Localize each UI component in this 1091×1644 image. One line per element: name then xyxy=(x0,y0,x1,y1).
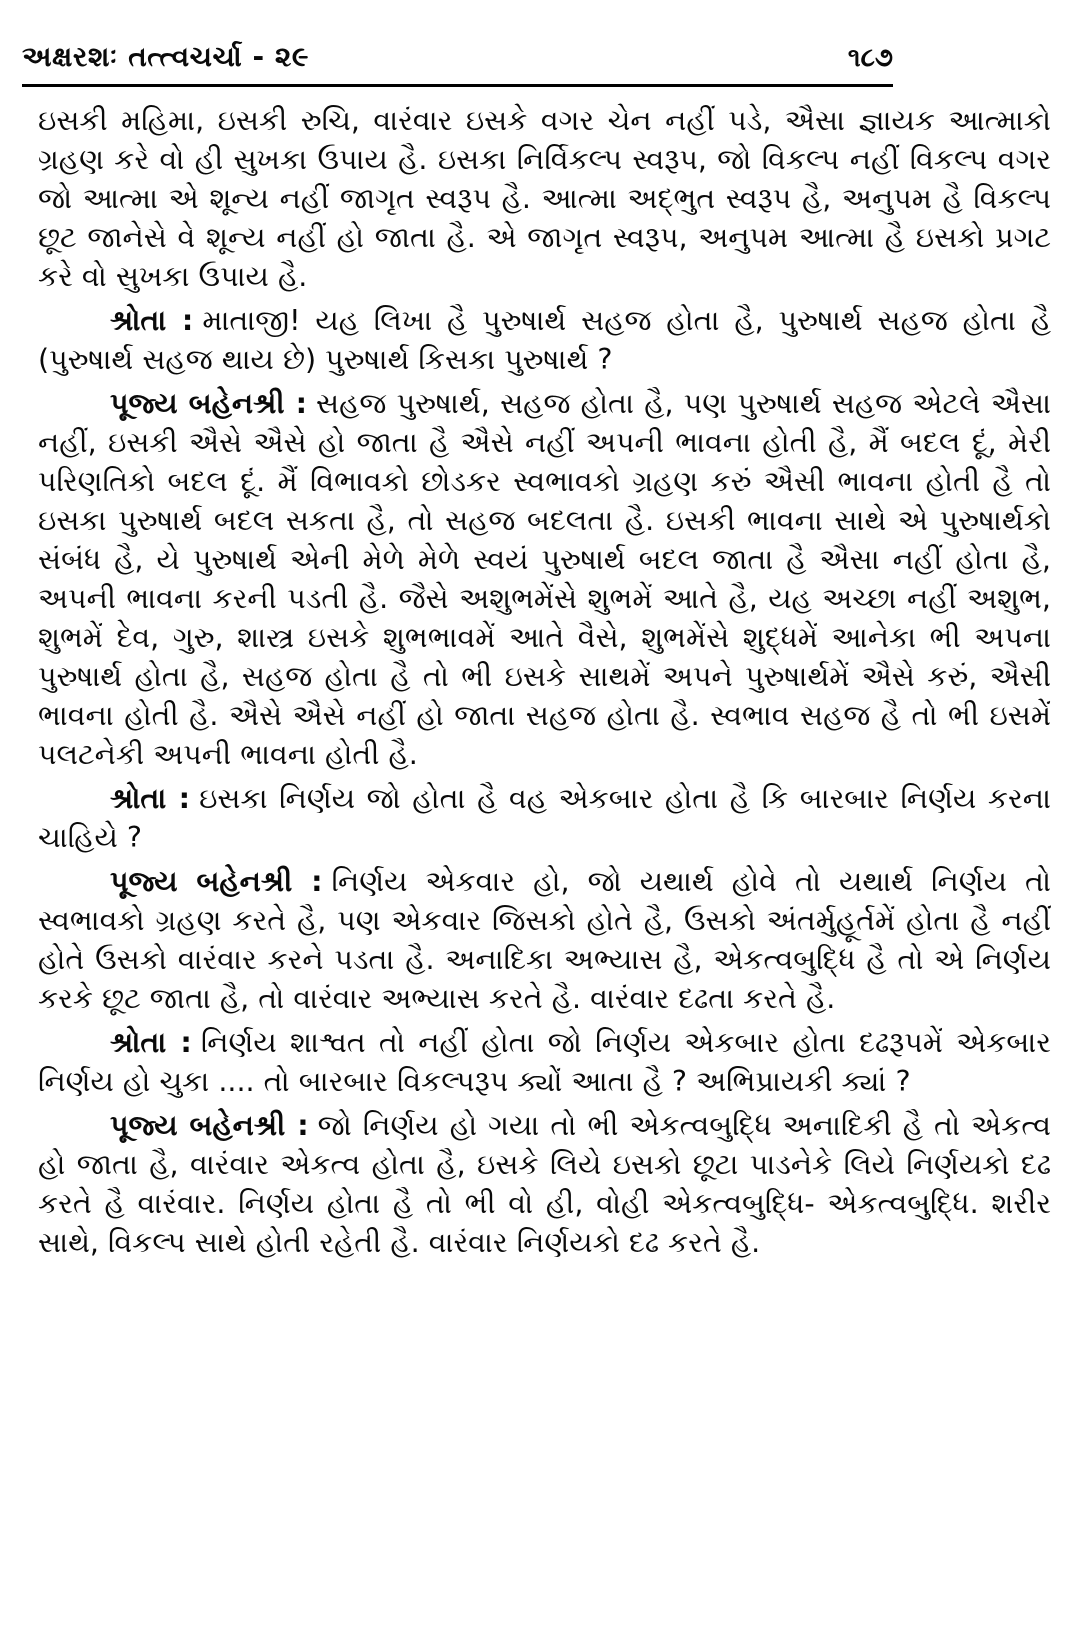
chapter-title: અક્ષરશઃ તત્ત્વચર્ચા - ૨૯ xyxy=(22,40,309,73)
page-header xyxy=(22,40,893,74)
paragraph-text: નિર્ણય એકવાર હો, જો યથાર્થ હોવે તો યથાર્થ નિર્ણય તો સ્વભાવકો ગ્રહણ કરતે હૈ, પણ એકવાર જિસકો હોતે હૈ, ઉસકો અંતર્મુહૂર્તમેં હોતા હૈ નહીં હોતે ઉસકો વારંવાર કરને પડતા હૈ. અનાદિકા અભ્યાસ હૈ, એકત્વબુદ્ધિ હૈ તો એ નિર્ણય કરકે છૂટ જાતા હૈ, તો વારંવાર અભ્યાસ કરતે હૈ. વારંવાર દઢતા કરતે હૈ. xyxy=(38,865,1051,1015)
paragraph xyxy=(38,384,1051,774)
speaker-label: પૂજ્ય બહેનશ્રી : xyxy=(110,1109,309,1142)
body-text xyxy=(38,101,1051,1262)
paragraph xyxy=(38,862,1051,1018)
header-divider xyxy=(22,84,893,87)
speaker-label: પૂજ્ય બહેનશ્રી : xyxy=(110,865,323,898)
paragraph-text: માતાજી! યહ લિખા હૈ પુરુષાર્થ સહજ હોતા હૈ, પુરુષાર્થ સહજ હોતા હૈ (પુરુષાર્થ સહજ થાય છે) પુરુષાર્થ કિસકા પુરુષાર્થ ? xyxy=(38,304,1051,376)
paragraph xyxy=(38,779,1051,857)
paragraph-text: ઇસકી મહિમા, ઇસકી રુચિ, વારંવાર ઇસકે વગર ચેન નહીં પડે, ઐસા જ્ઞાયક આત્માકો ગ્રહણ કરે વો હી સુખકા ઉપાય હૈ. ઇસકા નિર્વિકલ્પ સ્વરૂપ, જો વિકલ્પ નહીં વિકલ્પ વગર જો આત્મા એ શૂન્ય નહીં જાગૃત સ્વરૂપ હૈ. આત્મા અદ્ભુત સ્વરૂપ હૈ, અનુપમ હૈ વિકલ્પ છૂટ જાનેસે વે શૂન્ય નહીં હો જાતા હૈ. એ જાગૃત સ્વરૂપ, અનુપમ આત્મા હૈ ઇસકો પ્રગટ કરે વો સુખકા ઉપાય હૈ. xyxy=(38,104,1051,293)
speaker-label: શ્રોતા : xyxy=(110,1026,192,1059)
paragraph-text: જો નિર્ણય હો ગયા તો ભી એકત્વબુદ્ધિ અનાદિકી હૈ તો એકત્વ હો જાતા હૈ, વારંવાર એકત્વ હોતા હૈ, ઇસકે લિયે ઇસકો છૂટા પાડનેકે લિયે નિર્ણયકો દઢ કરતે હૈ વારંવાર. નિર્ણય હોતા હૈ તો ભી વો હી, વોહી એકત્વબુદ્ધિ- એકત્વબુદ્ધિ. શરીર સાથે, વિકલ્પ સાથે હોતી રહેતી હૈ. વારંવાર નિર્ણયકો દઢ કરતે હૈ. xyxy=(38,1109,1051,1259)
page-number: ૧૮૭ xyxy=(847,43,893,73)
speaker-label: શ્રોતા : xyxy=(110,782,191,815)
paragraph xyxy=(38,1106,1051,1262)
paragraph-text: નિર્ણય શાશ્વત તો નહીં હોતા જો નિર્ણય એકબાર હોતા દઢરૂપમેં એકબાર નિર્ણય હો ચુકા .... તો બારબાર વિકલ્પરૂપ ક્યોં આતા હૈ ? અભિપ્રાયકી ક્યાં ? xyxy=(38,1026,1051,1098)
book-page xyxy=(0,40,1091,1644)
paragraph xyxy=(38,1023,1051,1101)
paragraph xyxy=(38,101,1051,296)
speaker-label: પૂજ્ય બહેનશ્રી : xyxy=(110,387,308,420)
speaker-label: શ્રોતા : xyxy=(110,304,194,337)
paragraph-text: ઇસકા નિર્ણય જો હોતા હૈ વહ એકબાર હોતા હૈ કિ બારબાર નિર્ણય કરના ચાહિયે ? xyxy=(38,782,1051,854)
paragraph-text: સહજ પુરુષાર્થ, સહજ હોતા હૈ, પણ પુરુષાર્થ સહજ એટલે ઐસા નહીં, ઇસકી ઐસે ઐસે હો જાતા હૈ ઐસે નહીં અપની ભાવના હોતી હૈ, મૈં બદલ દૂં, મેરી પરિણતિકો બદલ દૂં. મૈં વિભાવકો છોડકર સ્વભાવકો ગ્રહણ કરું ઐસી ભાવના હોતી હૈ તો ઇસકા પુરુષાર્થ બદલ સકતા હૈ, તો સહજ બદલતા હૈ. ઇસકી ભાવના સાથે એ પુરુષાર્થકો સંબંધ હૈ, યે પુરુષાર્થ એની મેળે મેળે સ્વયં પુરુષાર્થ બદલ જાતા હૈ ઐસા નહીં હોતા હૈ, અપની ભાવના કરની પડતી હૈ. જૈસે અશુભમેંસે શુભમેં આતે હૈ, યહ અચ્છા નહીં અશુભ, શુભમેં દેવ, ગુરુ, શાસ્ત્ર ઇસકે શુભભાવમેં આતે વૈસે, શુભમેંસે શુદ્ધમેં આનેકા ભી અપના પુરુષાર્થ હોતા હૈ, સહજ હોતા હૈ તો ભી ઇસકે સાથમેં અપને પુરુષાર્થમેં ઐસે કરું, ઐસી ભાવના હોતી હૈ. ઐસે ઐસે નહીં હો જાતા સહજ હોતા હૈ. સ્વભાવ સહજ હૈ તો ભી ઇસમેં પલટનેકી અપની ભાવના હોતી હૈ. xyxy=(38,387,1052,771)
paragraph xyxy=(38,301,1051,379)
